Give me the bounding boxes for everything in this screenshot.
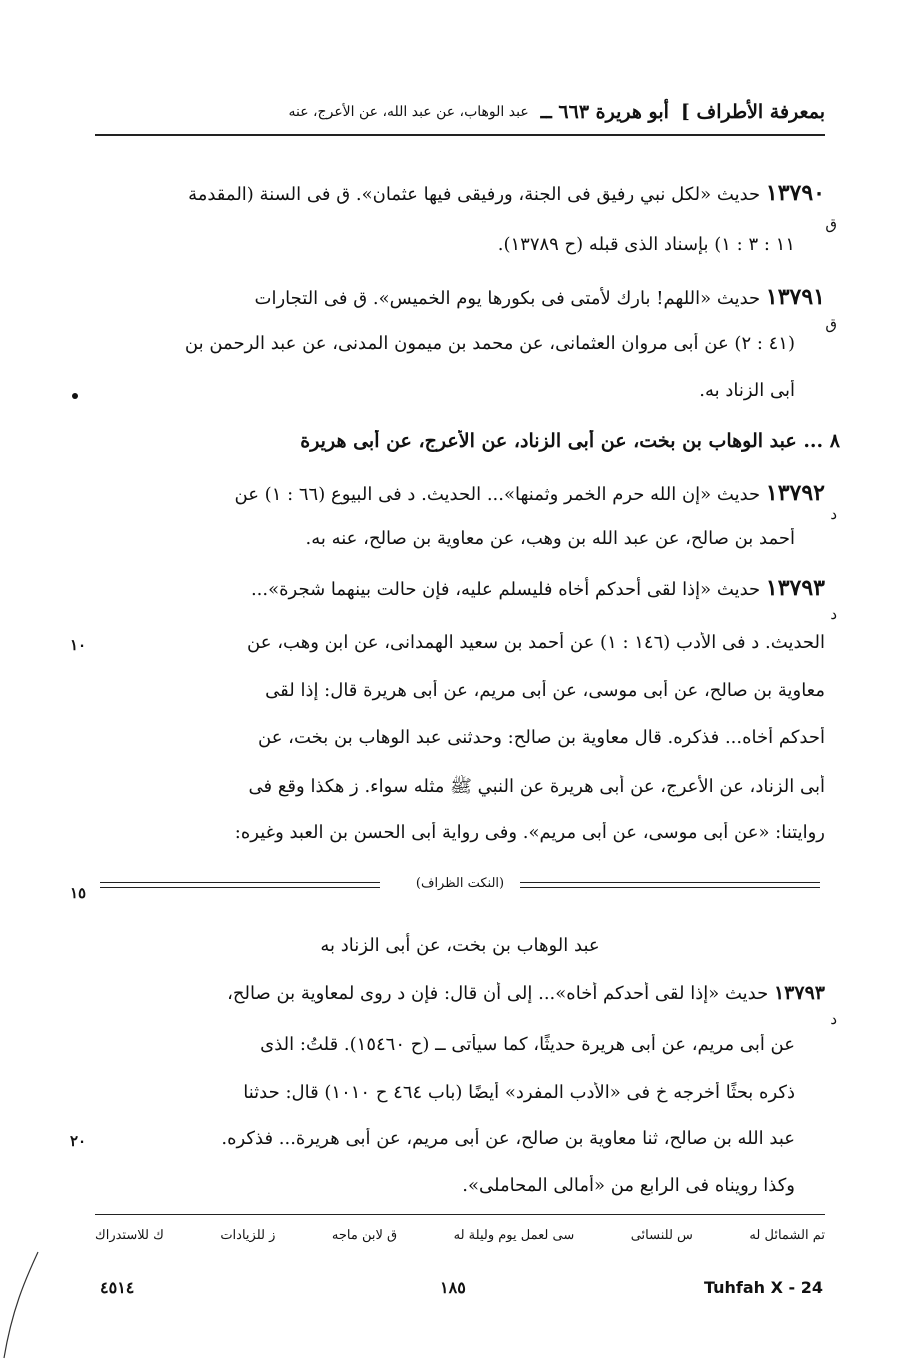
sigla-legend-item: سى لعمل يوم وليلة له [453, 1228, 575, 1243]
nukat-line-1 [95, 982, 825, 1004]
sigla-legend-item: ق لابن ماجه [331, 1228, 398, 1243]
sigla-mark: د [830, 605, 837, 623]
entry-13793-line-5: أبى الزناد، عن الأعرج، عن أبى هريرة عن النبي ﷺ مثله سواء. ز هكذا وقع فى [248, 776, 825, 797]
page-number: ١٨٥ [440, 1278, 466, 1297]
header-chain: عبد الوهاب، عن عبد الله، عن الأعرج، عنه [288, 104, 529, 120]
entry-13793-line-4: أحدكم أخاه... فذكره. قال معاوية بن صالح: وحدثنى عبد الوهاب بن بخت، عن [258, 727, 825, 748]
divider-rule-right [520, 882, 820, 888]
nukat-divider [100, 876, 820, 898]
nukat-line-2: عن أبى مريم، عن أبى هريرة حديثًا، كما سيأتى ــ (ح ١٥٤٦٠). قلتُ: الذى [260, 1034, 795, 1055]
divider-rule-left [100, 882, 380, 888]
entry-text: حديث «إن الله حرم الخمر وثمنها»... الحديث. د فى البيوع (٦٦ : ١) عن [234, 484, 761, 505]
margin-bullet [72, 393, 78, 399]
pencil-stroke [0, 1250, 40, 1360]
nukat-line-4: عبد الله بن صالح، ثنا معاوية بن صالح، عن أبى مريم، عن أبى هريرة... فذكره. [221, 1128, 795, 1149]
entry-13793-line-3: معاوية بن صالح، عن أبى موسى، عن أبى مريم، عن أبى هريرة قال: إذا لقى [265, 680, 825, 701]
sigla-legend-item: ك للاستدراك [95, 1228, 164, 1243]
sigla-mark: د [830, 1010, 837, 1028]
entry-13793-line-2: الحديث. د فى الأدب (١٤٦ : ١) عن أحمد بن سعيد الهمدانى، عن ابن وهب، عن [247, 632, 825, 653]
entry-number: ١٣٧٩٢ [765, 480, 825, 506]
sigla-legend [95, 1228, 825, 1243]
footer-signature: ٤٥١٤ [100, 1278, 135, 1297]
volume-label: Tuhfah X - 24 [703, 1278, 823, 1297]
section-heading: ٨ ... عبد الوهاب بن بخت، عن أبى الزناد، عن الأعرج، عن أبى هريرة [300, 430, 840, 452]
entry-13792-line-1 [95, 480, 825, 506]
entry-number: ١٣٧٩٠ [765, 180, 825, 206]
entry-13791-line-1 [95, 284, 825, 310]
nukat-line-3: ذكره بحثًا أخرجه خ فى «الأدب المفرد» أيضًا (باب ٤٦٤ ح ١٠١٠) قال: حدثنا [243, 1082, 795, 1103]
footnote-rule [95, 1214, 825, 1215]
header-rule [95, 134, 825, 136]
entry-text: حديث «اللهم! بارك لأمتى فى بكورها يوم الخميس». ق فى التجارات [254, 288, 761, 309]
entry-13793-line-1 [95, 575, 825, 601]
sigla-legend-item: س للنسائى [630, 1228, 693, 1243]
margin-line-number: ١٠ [70, 636, 87, 654]
entry-text: حديث «إذا لقى أحدكم أخاه»... إلى أن قال: فإن د روى لمعاوية بن صالح، [227, 983, 769, 1004]
margin-line-number: ١٥ [70, 884, 87, 902]
header-bracket: بمعرفة الأطراف ] [680, 101, 825, 123]
header-title: أبو هريرة ٦٦٣ ــ [540, 101, 669, 123]
entry-number: ١٣٧٩٣ [773, 982, 825, 1004]
entry-text: حديث «إذا لقى أحدكم أخاه فليسلم عليه، فإن حالت بينهما شجرة»... [250, 579, 761, 600]
entry-13790-line-1 [95, 180, 825, 206]
sigla-mark: ق [825, 315, 837, 333]
sigla-legend-item: تم الشمائل له [749, 1228, 825, 1243]
entry-number: ١٣٧٩١ [765, 284, 825, 310]
sigla-mark: ق [825, 215, 837, 233]
entry-text: حديث «لكل نبي رفيق فى الجنة، ورفيقى فيها عثمان». ق فى السنة (المقدمة [188, 184, 761, 205]
margin-line-number: ٢٠ [70, 1132, 87, 1150]
entry-number: ١٣٧٩٣ [765, 575, 825, 601]
nukat-heading: عبد الوهاب بن بخت، عن أبى الزناد به [320, 935, 600, 956]
divider-label: (النكت الظراف) [410, 876, 510, 891]
sigla-legend-item: ز للزيادات [220, 1228, 276, 1243]
sigla-mark: د [830, 505, 837, 523]
nukat-line-5: وكذا رويناه فى الرابع من «أمالى المحاملى». [462, 1175, 795, 1196]
entry-13791-line-2: (٤١ : ٢) عن أبى مروان العثمانى، عن محمد بن ميمون المدنى، عن عبد الرحمن بن [184, 333, 795, 354]
entry-13793-line-6: روايتنا: «عن أبى موسى، عن أبى مريم». وفى رواية أبى الحسن بن العبد وغيره: [234, 822, 825, 843]
entry-13790-line-2: ١١ : ٣ : ١) بإسناد الذى قبله (ح ١٣٧٨٩). [497, 234, 795, 255]
running-header [95, 92, 825, 132]
entry-13792-line-2: أحمد بن صالح، عن عبد الله بن وهب، عن معاوية بن صالح، عنه به. [305, 528, 795, 549]
entry-13791-line-3: أبى الزناد به. [699, 380, 795, 401]
